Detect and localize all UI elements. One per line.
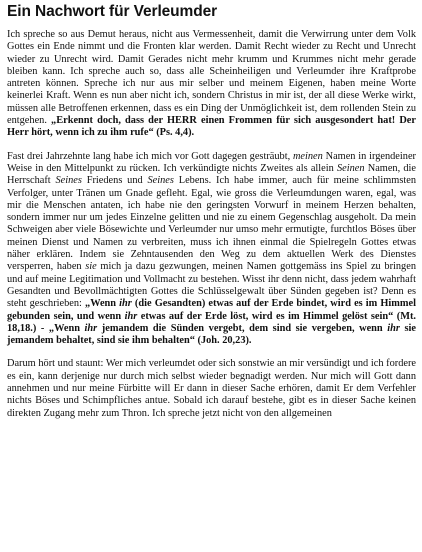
text-run: Namen in irgendeiner Weise in den Mittelpunkt zu rücken. Ich verkündigte nichts Zweites als allein bbox=[7, 150, 416, 174]
text-run: ihr bbox=[124, 310, 138, 322]
text-run: „Erkennt doch, dass der HERR einen Frommen für sich ausgesondert hat! Der Herr hört, wenn ich zu ihm rufe“ (Ps. 4,4). bbox=[7, 115, 416, 139]
text-run: jemandem die Sünden vergebt, dem sind sie vergeben, wenn bbox=[97, 322, 388, 334]
paragraph-2 bbox=[7, 151, 416, 348]
page-title: Ein Nachwort für Verleumder bbox=[7, 3, 218, 20]
text-run: „Wenn bbox=[85, 298, 120, 310]
text-run: ihr bbox=[387, 322, 400, 334]
text-run: Ich spreche so aus Demut heraus, nicht aus Vermessenheit, damit die Verwirrung unter dem Volk Gottes ein Ende nimmt und die Fronten klar werden. Damit Recht wieder zu Recht und Unrecht wieder zu Unrecht wird. Damit Gerades nicht mehr krumm und Krummes nicht mehr gerade bleiben kann. Ich spreche auch so, dass alle Scheinheiligen und Verleumder ihre Kraftprobe antreten können. Spreche ich nur aus mir selber und meinem Eigenen, haben meine Worte keinerlei Kraft. Wenn es nun aber nicht ich, sondern Christus in mir ist, der all diese Werke wirkt, müssen alle Betroffenen erkennen, dass es ein Ding der Unmöglichkeit ist, dem rollenden Stein zu entgehen. bbox=[7, 29, 416, 127]
text-run: ihr bbox=[84, 322, 98, 334]
text-run: mich ja dazu gezwungen, meinen Namen gottgemäss ins Spiel zu bringen und auf meine Legitimation und Vollmacht zu bestehen. Wisst ihr denn nicht, dass jedem wahrhaft Gesandten und Bevollmächtigten Gottes die Schlüsselgewalt über Sünden gegeben ist? Denn es steht geschrieben: bbox=[7, 261, 416, 310]
paragraph-1 bbox=[7, 29, 416, 140]
text-run: Darum hört und staunt: Wer mich verleumdet oder sich sonstwie an mir versündigt und ich fordere es ein, kann derjenige nur durch mich selbst wieder begnadigt werden. Nur mich will Gott dann annehmen und nur meine Fürbitte will Er dann in dieser Sache erhören, damit Er dem Verfehler nichts Böses und Schimpfliches antue. Sobald ich darauf bestehe, gibt es in dieser Sache keinen direkten Zugang mehr zum Thron. Ich spreche jetzt nicht von den allgemeinen bbox=[7, 358, 416, 419]
text-run: sie bbox=[85, 261, 97, 273]
paragraph-gap bbox=[7, 347, 416, 358]
paragraph-3 bbox=[7, 358, 416, 419]
text-run: Seines bbox=[147, 175, 174, 187]
text-run: Seinen bbox=[336, 162, 365, 174]
text-run: Friedens und bbox=[81, 175, 148, 187]
text-run: Namen, die Herrschaft bbox=[7, 162, 416, 187]
paragraph-gap bbox=[7, 140, 416, 151]
text-run: sie jemandem behaltet, sind sie ihm behalten“ (Joh. 20,23). bbox=[7, 322, 416, 347]
text-run: Seines bbox=[55, 175, 82, 187]
text-run: Fast drei Jahrzehnte lang habe ich mich vor Gott dagegen gesträubt, bbox=[7, 150, 293, 162]
text-run: Lebens. Ich habe immer, auch für meine schlimmsten Verfolger, unter Tränen um Gnade gefleht. Egal, wie gross die Verleumdungen waren, egal, was mir die Menschen antaten, ich habe nie den geringsten Vorwurf in meinem Herzen behalten, sondern immer nur um jedes Einzelne gelitten und nie zu einem Gegenschlag ausgeholt. Da mein Schweigen aber viele Bösewichte und Verleumder nur umso mehr ermutigte, furchtlos Böses über meinen Dienst und Namen zu verbreiten, muss ich ihnen einmal die Spielregeln Gottes etwas näher erklären. Indem sie Zehntausenden den Weg zu dem aktuellen Werk des Dienstes versperren, haben bbox=[7, 175, 416, 273]
text-run: etwas auf der Erde löst, wird es im Himmel gelöst sein“ (Mt. 18,18.) - „Wenn bbox=[7, 310, 416, 334]
text-run: (die Gesandten) etwas auf der Erde bindet, wird es im Himmel gebunden sein, und wenn bbox=[7, 298, 416, 322]
text-run: ihr bbox=[119, 298, 132, 310]
text-run: meinen bbox=[292, 150, 323, 162]
